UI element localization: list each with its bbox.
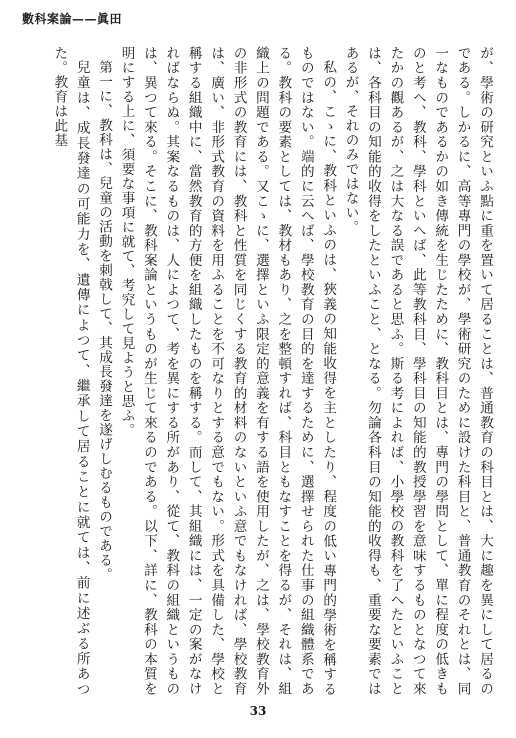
body-text-block bbox=[26, 46, 496, 696]
body-text bbox=[48, 46, 496, 696]
page-number: 33 bbox=[249, 704, 267, 718]
paragraph: が、學術の研究といふ點に重を置いて居ることは、普通教育の科目とは、大に趣を異にして居るのである。しかるに、高等專門の學校が、學術研究のために設けた科目と、普通教育のそれとは、同一なものであるかの如き傳統を生じたために、教科目とは、專門の學問として、單に程度の低きものと考へ、教科、學科といへば、此等教科目、學科目の知能的教授學習を意味するものとなつて來たかの觀あるが、之は大なる誤であると思ふ。斯る考によれば、小學校の教科を了へたといふことは、各科目の知能的收得をしたといふこと、となる。勿論各科目の知能的收得も、重要な要素ではあるが、それのみではない。 bbox=[342, 46, 493, 696]
paragraph: 私の、こゝに、教科といふのは、狹義の知能收得を主としたり、程度の低い專門的學術を稱するものではない。端的に云へば、學校教育の目的を達するために、選擇せられた仕事の組織體系である。教科の要素としては、教材もあり、之を整頓すれば、科目ともなすことを得るが、それは、組織上の問題である。又こゝに、選擇といふ限定的意義を有する語を使用したが、之は、學校教育外の非形式の教育には、教科と性質を同じくする教育的材料のないといふ意でもなければ、學校教育は、廣い、非形式教育の資料を用ふることを不可なりとする意でもない。形式を具備した、學校と稱する組織中に、當然教育的方便を組織したものを稱する。而して、其組織には、一定の案がなければならぬ。其案なるものは、人によつて、考を異にする所があり、從て、教科の組織というものは、異つて來る。そこに、教科案論というものが生じて來るのである。以下、詳に、教科の本質を明にする上に、須要な事項に就て、考究して見ようと思ふ。 bbox=[118, 46, 337, 696]
paragraph: 第一に、教科は、兒童の活動を刺戟して、其成長發達を遂げしむるものである。 bbox=[96, 59, 113, 582]
paragraph: 兒童は、成長發達の可能力を、遺傳によつて、繼承して居ることに就ては、前に述ぶる所あつた。教育は此基 bbox=[51, 46, 90, 696]
running-head: 數科案論——眞田 bbox=[22, 12, 123, 26]
